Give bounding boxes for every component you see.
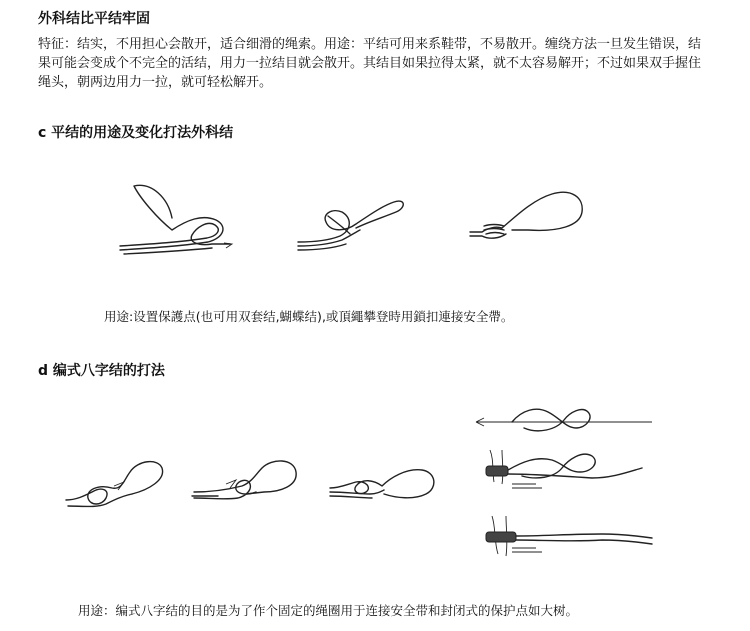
figure-eight-step-3 [326, 462, 441, 512]
knot-diagram-1 [112, 178, 237, 258]
section-d-heading: d 编式八字结的打法 [38, 363, 165, 379]
knot-diagram-2 [290, 190, 412, 255]
figure-eight-step-2 [190, 456, 305, 511]
section-c-heading: c 平结的用途及变化打法外科结 [38, 125, 234, 141]
figure-eight-tied-to-tree-diagrams [472, 398, 667, 576]
section-title: 外科结比平结牢固 [38, 11, 150, 27]
section-c-caption: 用途:设置保護点(也可用双套结,蝴蝶结),或頂繩攀登時用鎖扣連接安全帶。 [104, 309, 514, 324]
section-description: 特征：结实，不用担心会散开，适合细滑的绳索。用途：平结可用来系鞋带，不易散开。缠绕方法一旦发生错误，结果可能会变成个不完全的活结，用力一拉结目就会散开。其结目如果拉得太紧，就不太容易解开；不过如果双手握住绳头，朝两边用力一拉，就可轻松解开。 [38, 37, 702, 90]
figure-eight-step-1 [62, 456, 172, 520]
section-d-caption: 用途：编式八字结的目的是为了作个固定的绳圈用于连接安全带和封闭式的保护点如大树。 [78, 603, 579, 618]
knot-diagram-3 [466, 188, 591, 246]
